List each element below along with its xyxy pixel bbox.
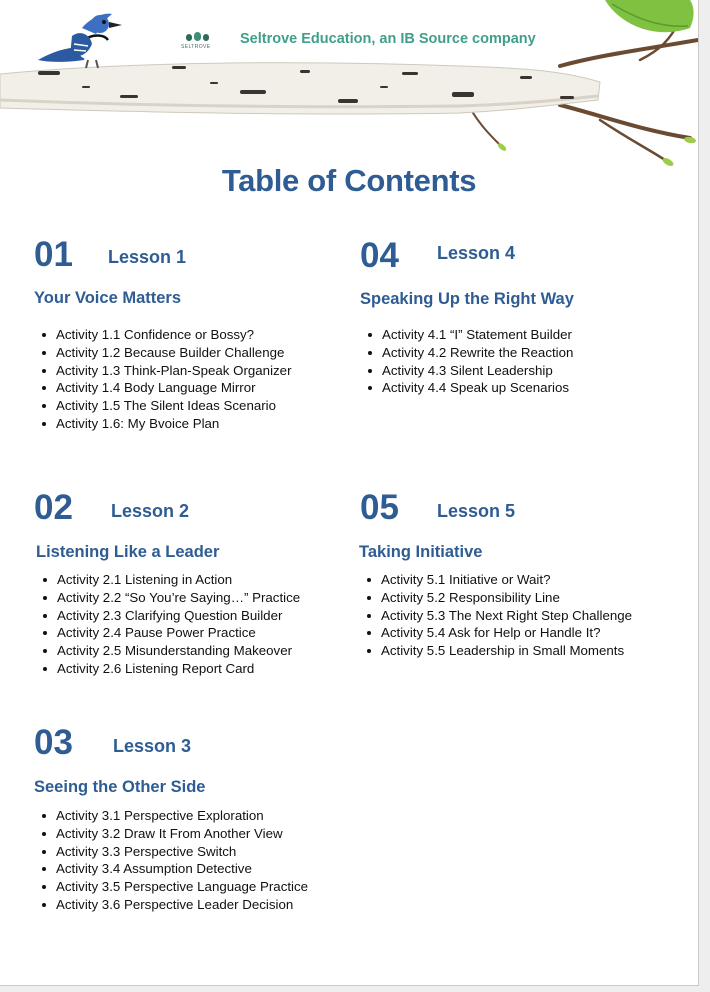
birch-branch-illustration [0, 0, 698, 175]
lesson-3-heading: Seeing the Other Side [34, 778, 206, 796]
list-item: Activity 1.2 Because Builder Challenge [34, 344, 292, 362]
page-edge-right [698, 0, 699, 985]
lesson-3-activity-list [34, 807, 308, 914]
lesson-4-activity-list [360, 326, 573, 397]
list-item: Activity 5.5 Leadership in Small Moments [359, 642, 632, 660]
lesson-3-number: 03 [34, 723, 73, 762]
list-item: Activity 5.1 Initiative or Wait? [359, 571, 632, 589]
list-item: Activity 1.4 Body Language Mirror [34, 379, 292, 397]
list-item: Activity 2.3 Clarifying Question Builder [35, 607, 300, 625]
list-item: Activity 4.3 Silent Leadership [360, 362, 573, 380]
list-item: Activity 1.3 Think-Plan-Speak Organizer [34, 362, 292, 380]
list-item: Activity 3.1 Perspective Exploration [34, 807, 308, 825]
lesson-1-activity-list [34, 326, 292, 433]
lesson-1-number: 01 [34, 235, 73, 274]
list-item: Activity 3.5 Perspective Language Practice [34, 878, 308, 896]
list-item: Activity 3.3 Perspective Switch [34, 843, 308, 861]
leaf-icon [605, 0, 694, 32]
list-item: Activity 3.4 Assumption Detective [34, 860, 308, 878]
seltrove-logo-text: SELTROVE [181, 44, 211, 50]
list-item: Activity 2.6 Listening Report Card [35, 660, 300, 678]
list-item: Activity 4.4 Speak up Scenarios [360, 379, 573, 397]
lesson-1-heading: Your Voice Matters [34, 289, 182, 307]
blue-jay-bird-icon [38, 14, 122, 68]
list-item: Activity 4.1 “I” Statement Builder [360, 326, 573, 344]
list-item: Activity 2.5 Misunderstanding Makeover [35, 642, 300, 660]
lesson-2-number: 02 [34, 488, 73, 527]
list-item: Activity 4.2 Rewrite the Reaction [360, 344, 573, 362]
page-edge-bottom [0, 985, 699, 986]
lesson-5-label: Lesson 5 [437, 501, 516, 521]
list-item: Activity 2.2 “So You’re Saying…” Practice [35, 589, 300, 607]
list-item: Activity 5.4 Ask for Help or Handle It? [359, 624, 632, 642]
list-item: Activity 5.3 The Next Right Step Challenge [359, 607, 632, 625]
lesson-2-label: Lesson 2 [111, 501, 190, 521]
list-item: Activity 3.6 Perspective Leader Decision [34, 896, 308, 914]
list-item: Activity 5.2 Responsibility Line [359, 589, 632, 607]
page-title: Table of Contents [221, 163, 477, 198]
company-name: Seltrove Education, an IB Source company [240, 31, 536, 47]
lesson-4-heading: Speaking Up the Right Way [360, 290, 574, 308]
list-item: Activity 1.6: My Bvoice Plan [34, 415, 292, 433]
lesson-4-number: 04 [360, 236, 399, 275]
lesson-4-label: Lesson 4 [437, 243, 516, 263]
list-item: Activity 1.1 Confidence or Bossy? [34, 326, 292, 344]
lesson-5-number: 05 [360, 488, 399, 527]
list-item: Activity 2.1 Listening in Action [35, 571, 300, 589]
lesson-3-label: Lesson 3 [113, 736, 192, 756]
lesson-5-heading: Taking Initiative [359, 543, 483, 561]
lesson-2-heading: Listening Like a Leader [36, 543, 220, 561]
list-item: Activity 1.5 The Silent Ideas Scenario [34, 397, 292, 415]
lesson-1-label: Lesson 1 [108, 247, 187, 267]
list-item: Activity 2.4 Pause Power Practice [35, 624, 300, 642]
list-item: Activity 3.2 Draw It From Another View [34, 825, 308, 843]
lesson-2-activity-list [35, 571, 300, 678]
lesson-5-activity-list [359, 571, 632, 660]
